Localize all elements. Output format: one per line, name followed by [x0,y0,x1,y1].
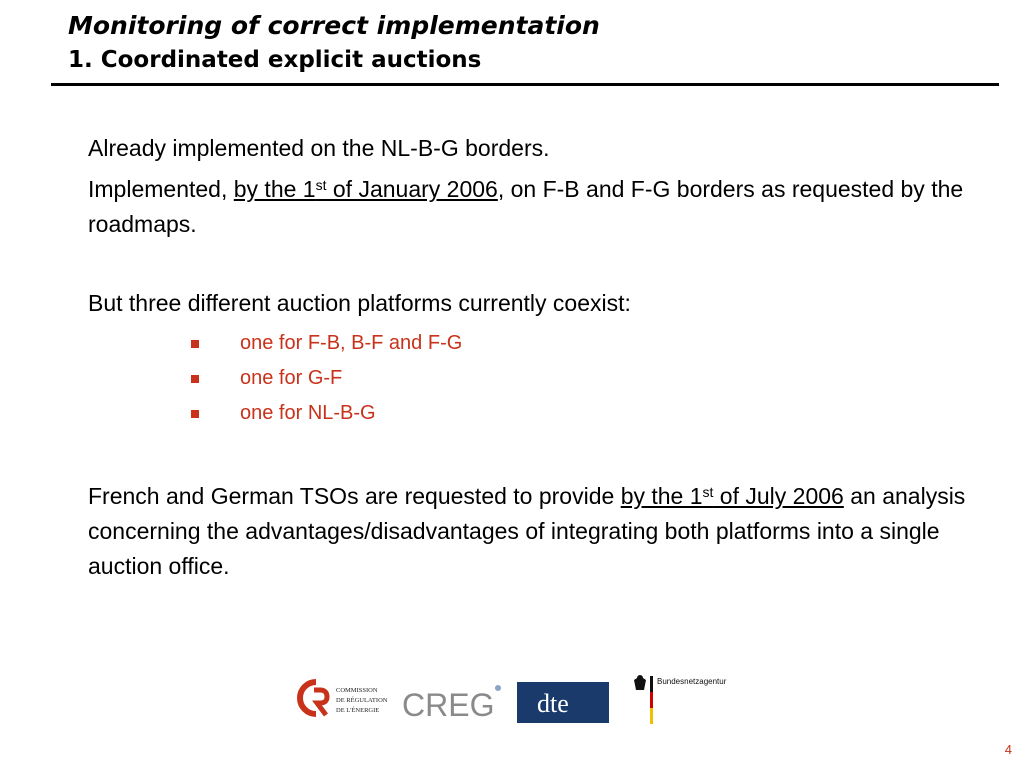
paragraph-text: French and German TSOs are requested to provide [88,483,621,509]
dte-logo [517,682,609,723]
list-item: one for NL-B-G [188,396,462,431]
svg-text:CREG: CREG [402,687,495,722]
logo-strip [296,672,736,728]
page-number: 4 [1004,742,1012,757]
deadline-july-2006: by the 1st of July 2006 [620,483,844,509]
svg-text:DE L'ÉNERGIE: DE L'ÉNERGIE [336,707,380,714]
svg-text:Bundesnetzagentur: Bundesnetzagentur [657,677,727,686]
paragraph-tso-request [88,479,968,584]
paragraph-platforms-coexist: But three different auction platforms currently coexist: [88,290,631,316]
paragraph-implemented-f-b-f-g [88,172,968,242]
platform-list [188,326,462,431]
paragraph-text: an analysis concerning the advantages/disadvantages of integrating both platforms into a single auction office. [88,483,966,579]
list-item: one for G-F [188,361,462,396]
paragraph-implemented-nl-b-g: Already implemented on the NL-B-G borders. [88,135,550,161]
slide-title: Monitoring of correct implementation [68,11,600,40]
bundesnetzagentur-logo [624,672,736,728]
paragraph-text: , on F-B and F-G borders as requested by the roadmaps. [88,176,964,237]
title-divider [51,83,999,86]
svg-text:COMMISSION: COMMISSION [336,687,378,694]
cre-logo [296,678,392,722]
paragraph-text: Implemented, [88,176,234,202]
square-bullet-icon [191,410,199,418]
square-bullet-icon [191,340,199,348]
deadline-january-2006: by the 1st of January 2006 [233,176,498,202]
svg-text:DE RÉGULATION: DE RÉGULATION [336,697,388,704]
square-bullet-icon [191,375,199,383]
slide-subtitle: 1. Coordinated explicit auctions [68,47,482,73]
svg-text:dte: dte [537,689,569,718]
list-item: one for F-B, B-F and F-G [188,326,462,361]
creg-logo [402,682,502,722]
